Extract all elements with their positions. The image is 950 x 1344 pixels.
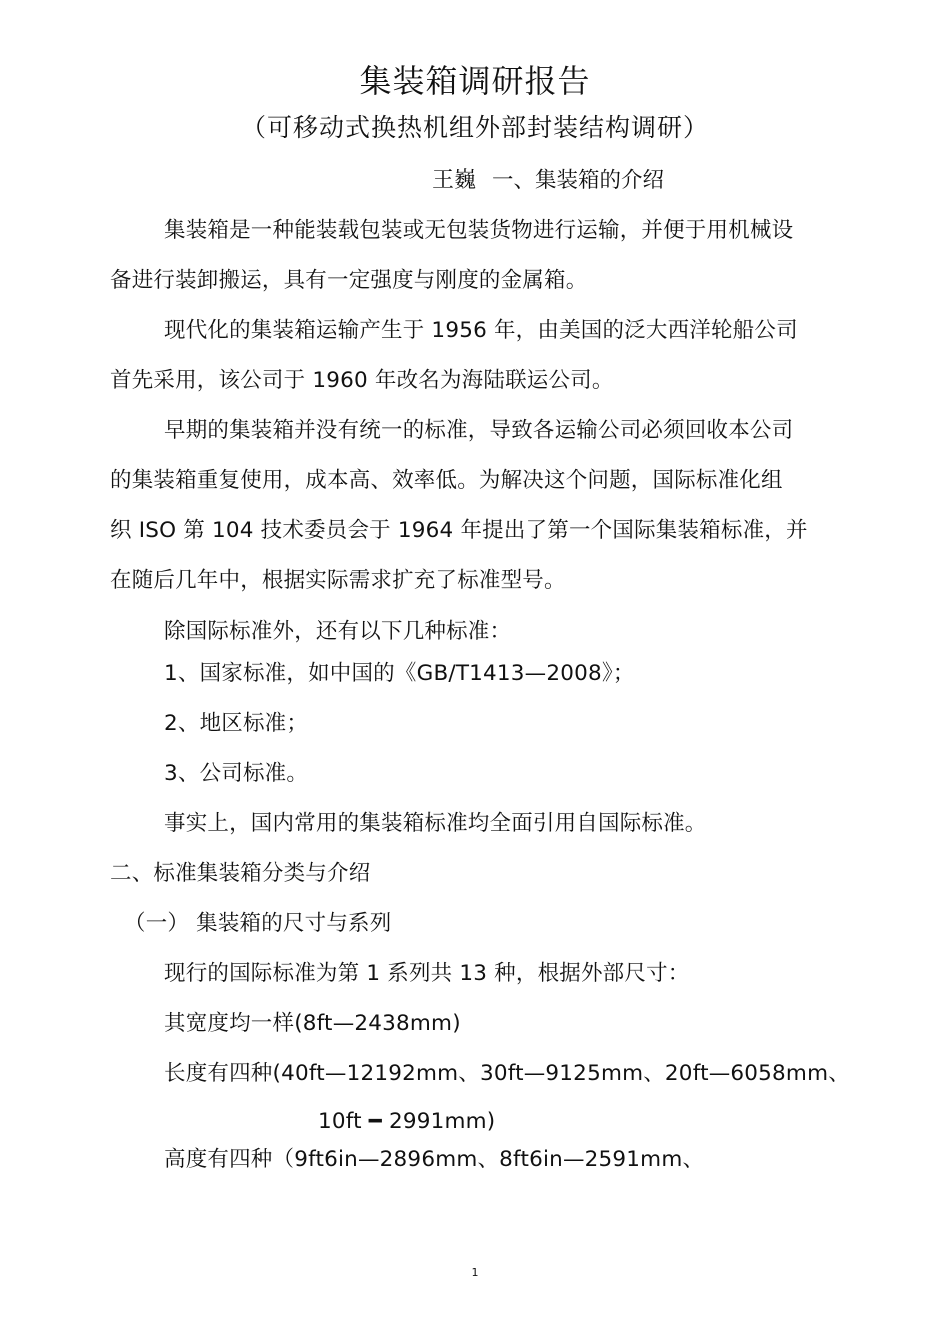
document-title: 集装箱调研报告 — [359, 62, 591, 100]
paragraph-line: 集装箱是一种能装载包装或无包装货物进行运输，并便于用机械设 — [164, 218, 794, 243]
paragraph-line: 早期的集装箱并没有统一的标准，导致各运输公司必须回收本公司 — [164, 418, 794, 443]
paragraph-line: 备进行装卸搬运，具有一定强度与刚度的金属箱。 — [110, 268, 588, 293]
paragraph-line: 在随后几年中，根据实际需求扩充了标准型号。 — [110, 568, 566, 593]
section-heading-1: 一、集装箱的介绍 — [492, 168, 665, 193]
paragraph-line: 首先采用，该公司于 1960 年改名为海陆联运公司。 — [110, 368, 614, 393]
paragraph-line: 长度有四种(40ft—12192mm、30ft—9125mm、20ft—6058mm、 — [164, 1061, 850, 1086]
document-subtitle: （可移动式换热机组外部封装结构调研） — [240, 113, 709, 142]
list-item: 1、国家标准，如中国的《GB/T1413—2008》； — [164, 661, 635, 686]
paragraph-line: 现行的国际标准为第 1 系列共 13 种，根据外部尺寸： — [164, 961, 690, 986]
list-item: 3、公司标准。 — [164, 761, 309, 786]
section-heading-2: 二、标准集装箱分类与介绍 — [110, 861, 371, 886]
paragraph-line: 10ft ━ 2991mm) — [318, 1109, 496, 1134]
paragraph-line: 其宽度均一样(8ft—2438mm) — [164, 1011, 461, 1036]
paragraph-line: 高度有四种（9ft6in—2896mm、8ft6in—2591mm、 — [164, 1147, 705, 1172]
paragraph-line: 现代化的集装箱运输产生于 1956 年，由美国的泛大西洋轮船公司 — [164, 318, 798, 343]
paragraph-line: 的集装箱重复使用，成本高、效率低。为解决这个问题，国际标准化组 — [110, 468, 783, 493]
paragraph-line: 除国际标准外，还有以下几种标准： — [164, 619, 512, 644]
author-name: 王巍 — [432, 168, 477, 193]
page-number: 1 — [471, 1266, 479, 1279]
paragraph-line: 织 ISO 第 104 技术委员会于 1964 年提出了第一个国际集装箱标准，并 — [110, 518, 808, 543]
list-item: 2、地区标准； — [164, 711, 309, 736]
paragraph-line: 事实上，国内常用的集装箱标准均全面引用自国际标准。 — [164, 811, 707, 836]
subsection-heading: （一） 集装箱的尺寸与系列 — [124, 911, 392, 936]
